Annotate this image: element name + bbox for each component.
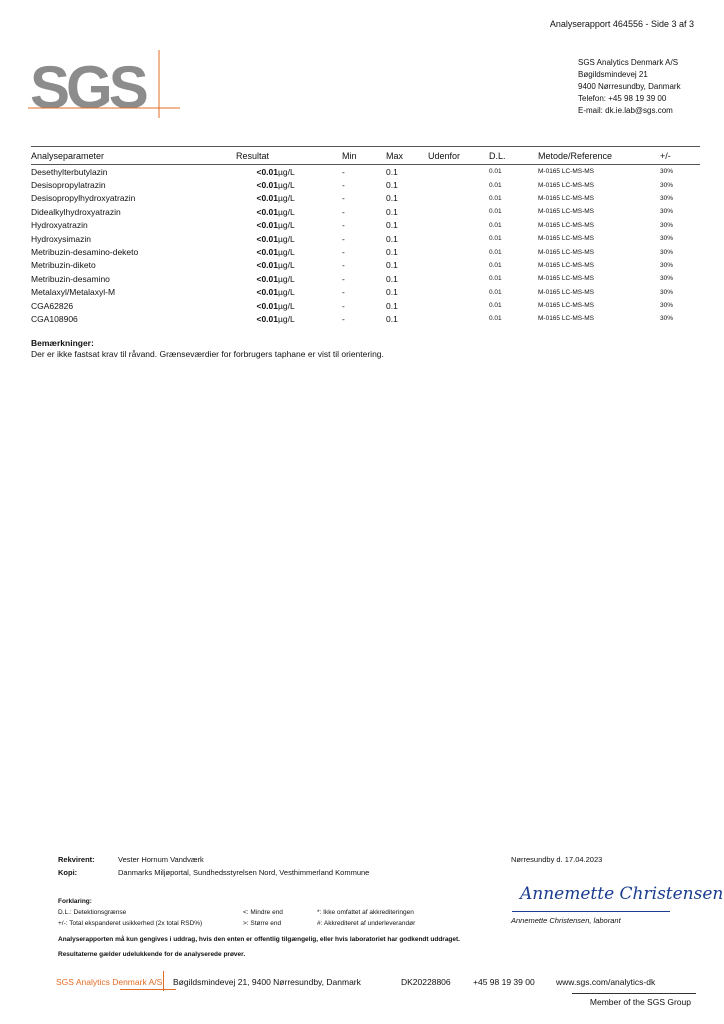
cell-min: - bbox=[342, 260, 345, 271]
table-row bbox=[31, 245, 700, 258]
cell-parameter: Hydroxyatrazin bbox=[31, 220, 88, 231]
col-header: Resultat bbox=[216, 147, 342, 165]
cell-max: 0.1 bbox=[386, 206, 398, 217]
copy-label: Kopi: bbox=[58, 868, 78, 877]
remarks bbox=[31, 338, 384, 360]
table-row bbox=[31, 219, 700, 232]
table-row bbox=[31, 165, 700, 179]
cell-dl: 0.01 bbox=[489, 235, 502, 243]
cell-result: <0.01 bbox=[256, 247, 278, 258]
cell-min: - bbox=[342, 233, 345, 244]
cell-unit: µg/L bbox=[278, 313, 295, 324]
cell-unit: µg/L bbox=[278, 193, 295, 204]
cell-outside bbox=[428, 312, 489, 325]
cell-outside bbox=[428, 192, 489, 205]
col-header: +/- bbox=[660, 147, 700, 165]
col-header: Analyseparameter bbox=[31, 147, 216, 165]
explain-less: <: Mindre end bbox=[243, 909, 283, 916]
cell-uncertainty: 30% bbox=[660, 221, 674, 229]
address-city: 9400 Nørresundby, Danmark bbox=[578, 82, 681, 91]
explain-star: *: Ikke omfattet af akkrediteringen bbox=[317, 909, 414, 916]
cell-uncertainty: 30% bbox=[660, 261, 674, 269]
signature: Annemette Christensen bbox=[520, 884, 724, 904]
address-street: Bøgildsmindevej 21 bbox=[578, 70, 648, 79]
bottom-divider-h bbox=[120, 989, 176, 990]
cell-max: 0.1 bbox=[386, 287, 398, 298]
bottom-bar bbox=[56, 977, 162, 987]
explain-greater: >: Større end bbox=[243, 920, 282, 927]
bottom-phone: +45 98 19 39 00 bbox=[473, 977, 535, 987]
cell-dl: 0.01 bbox=[489, 302, 502, 310]
cell-outside bbox=[428, 272, 489, 285]
bottom-divider-v bbox=[163, 971, 164, 991]
cell-max: 0.1 bbox=[386, 260, 398, 271]
cell-max: 0.1 bbox=[386, 300, 398, 311]
cell-uncertainty: 30% bbox=[660, 248, 674, 256]
cell-max: 0.1 bbox=[386, 180, 398, 191]
cell-uncertainty: 30% bbox=[660, 315, 674, 323]
table-row bbox=[31, 259, 700, 272]
cell-min: - bbox=[342, 206, 345, 217]
cell-min: - bbox=[342, 166, 345, 177]
bottom-cvr: DK20228806 bbox=[401, 977, 451, 987]
note-extract: Analyserapporten må kun gengives i uddrag, hvis den enten er offentlig tilgængelig, eller hvis laboratoriet har godkendt uddraget. bbox=[58, 936, 460, 943]
cell-result: <0.01 bbox=[256, 260, 278, 271]
signature-line bbox=[512, 911, 670, 912]
address-phone: Telefon: +45 98 19 39 00 bbox=[578, 94, 667, 103]
table-row bbox=[31, 178, 700, 191]
cell-dl: 0.01 bbox=[489, 181, 502, 189]
cell-unit: µg/L bbox=[278, 247, 295, 258]
cell-method: M-0165 LC-MS-MS bbox=[538, 194, 594, 202]
sgs-logo bbox=[28, 50, 180, 118]
cell-dl: 0.01 bbox=[489, 168, 502, 176]
member-text: Member of the SGS Group bbox=[589, 997, 691, 1007]
cell-method: M-0165 LC-MS-MS bbox=[538, 288, 594, 296]
requester-row bbox=[58, 855, 204, 864]
bottom-web: www.sgs.com/analytics-dk bbox=[556, 977, 656, 987]
cell-uncertainty: 30% bbox=[660, 302, 674, 310]
bottom-company: SGS Analytics Denmark A/S bbox=[56, 977, 163, 987]
explain-title: Forklaring: bbox=[58, 898, 92, 905]
report-reference: Analyserapport 464556 - Side 3 af 3 bbox=[549, 19, 694, 29]
address-company: SGS Analytics Denmark A/S bbox=[578, 58, 679, 67]
cell-unit: µg/L bbox=[278, 300, 295, 311]
cell-parameter: Metribuzin-desamino-deketo bbox=[31, 247, 139, 258]
cell-method: M-0165 LC-MS-MS bbox=[538, 248, 594, 256]
cell-min: - bbox=[342, 313, 345, 324]
note-results: Resultaterne gælder udelukkende for de analyserede prøver. bbox=[58, 951, 246, 958]
cell-dl: 0.01 bbox=[489, 275, 502, 283]
table-row bbox=[31, 286, 700, 299]
table-row bbox=[31, 232, 700, 245]
cell-unit: µg/L bbox=[278, 220, 295, 231]
explain-dl: D.L.: Detektionsgrænse bbox=[58, 909, 127, 916]
cell-outside bbox=[428, 219, 489, 232]
cell-result: <0.01 bbox=[256, 273, 278, 284]
cell-min: - bbox=[342, 193, 345, 204]
table-row bbox=[31, 205, 700, 218]
cell-method: M-0165 LC-MS-MS bbox=[538, 208, 594, 216]
cell-max: 0.1 bbox=[386, 273, 398, 284]
copy-row bbox=[58, 868, 369, 877]
cell-outside bbox=[428, 165, 489, 179]
cell-max: 0.1 bbox=[386, 247, 398, 258]
member-line bbox=[572, 993, 696, 994]
table-row bbox=[31, 299, 700, 312]
cell-min: - bbox=[342, 220, 345, 231]
cell-unit: µg/L bbox=[278, 206, 295, 217]
cell-outside bbox=[428, 205, 489, 218]
cell-result: <0.01 bbox=[256, 313, 278, 324]
cell-uncertainty: 30% bbox=[660, 194, 674, 202]
col-header: Min bbox=[342, 147, 386, 165]
cell-uncertainty: 30% bbox=[660, 275, 674, 283]
cell-outside bbox=[428, 245, 489, 258]
cell-outside bbox=[428, 259, 489, 272]
cell-unit: µg/L bbox=[278, 260, 295, 271]
cell-dl: 0.01 bbox=[489, 208, 502, 216]
cell-unit: µg/L bbox=[278, 273, 295, 284]
cell-method: M-0165 LC-MS-MS bbox=[538, 315, 594, 323]
cell-parameter: Hydroxysimazin bbox=[31, 233, 91, 244]
cell-parameter: Metribuzin-desamino bbox=[31, 273, 110, 284]
cell-min: - bbox=[342, 273, 345, 284]
cell-result: <0.01 bbox=[256, 180, 278, 191]
cell-uncertainty: 30% bbox=[660, 181, 674, 189]
cell-method: M-0165 LC-MS-MS bbox=[538, 235, 594, 243]
cell-parameter: Desisopropylatrazin bbox=[31, 180, 106, 191]
cell-parameter: CGA62826 bbox=[31, 300, 74, 311]
cell-method: M-0165 LC-MS-MS bbox=[538, 261, 594, 269]
cell-max: 0.1 bbox=[386, 233, 398, 244]
cell-parameter: CGA108906 bbox=[31, 313, 78, 324]
cell-result: <0.01 bbox=[256, 206, 278, 217]
cell-max: 0.1 bbox=[386, 313, 398, 324]
explain-hash: #: Akkrediteret af underleverandør bbox=[317, 920, 416, 927]
cell-uncertainty: 30% bbox=[660, 235, 674, 243]
cell-max: 0.1 bbox=[386, 220, 398, 231]
cell-max: 0.1 bbox=[386, 193, 398, 204]
cell-method: M-0165 LC-MS-MS bbox=[538, 302, 594, 310]
cell-parameter: Metalaxyl/Metalaxyl-M bbox=[31, 287, 116, 298]
cell-outside bbox=[428, 178, 489, 191]
cell-unit: µg/L bbox=[278, 180, 295, 191]
address-email: E-mail: dk.ie.lab@sgs.com bbox=[578, 106, 673, 115]
cell-outside bbox=[428, 286, 489, 299]
explain-pm: +/-: Total ekspanderet usikkerhed (2x total RSD%) bbox=[58, 920, 203, 927]
cell-parameter: Desisopropylhydroxyatrazin bbox=[31, 193, 136, 204]
cell-method: M-0165 LC-MS-MS bbox=[538, 181, 594, 189]
cell-dl: 0.01 bbox=[489, 221, 502, 229]
col-header: Metode/Reference bbox=[538, 147, 660, 165]
cell-method: M-0165 LC-MS-MS bbox=[538, 168, 594, 176]
cell-result: <0.01 bbox=[256, 220, 278, 231]
requester-label: Rekvirent: bbox=[58, 855, 95, 864]
requester-value: Vester Hornum Vandværk bbox=[118, 855, 204, 864]
cell-result: <0.01 bbox=[256, 287, 278, 298]
cell-uncertainty: 30% bbox=[660, 288, 674, 296]
cell-dl: 0.01 bbox=[489, 315, 502, 323]
cell-outside bbox=[428, 232, 489, 245]
cell-dl: 0.01 bbox=[489, 261, 502, 269]
results-table bbox=[31, 146, 700, 326]
cell-result: <0.01 bbox=[256, 166, 278, 177]
col-header: Max bbox=[386, 147, 428, 165]
table-header-row bbox=[31, 147, 700, 165]
cell-unit: µg/L bbox=[278, 166, 295, 177]
cell-parameter: Metribuzin-diketo bbox=[31, 260, 96, 271]
cell-unit: µg/L bbox=[278, 287, 295, 298]
company-address bbox=[578, 57, 681, 117]
col-header: Udenfor bbox=[428, 147, 489, 165]
cell-unit: µg/L bbox=[278, 233, 295, 244]
remarks-text: Der er ikke fastsat krav til råvand. Grænseværdier for forbrugers taphane er vist til orientering. bbox=[31, 349, 384, 359]
cell-min: - bbox=[342, 180, 345, 191]
place-date: Nørresundby d. 17.04.2023 bbox=[511, 855, 603, 864]
cell-result: <0.01 bbox=[256, 193, 278, 204]
cell-max: 0.1 bbox=[386, 166, 398, 177]
cell-uncertainty: 30% bbox=[660, 168, 674, 176]
col-header: D.L. bbox=[489, 147, 538, 165]
remarks-title: Bemærkninger: bbox=[31, 338, 94, 348]
cell-min: - bbox=[342, 247, 345, 258]
table-row bbox=[31, 192, 700, 205]
cell-dl: 0.01 bbox=[489, 248, 502, 256]
cell-method: M-0165 LC-MS-MS bbox=[538, 275, 594, 283]
cell-outside bbox=[428, 299, 489, 312]
cell-result: <0.01 bbox=[256, 233, 278, 244]
table-row bbox=[31, 312, 700, 325]
cell-min: - bbox=[342, 287, 345, 298]
cell-dl: 0.01 bbox=[489, 194, 502, 202]
svg-text:SGS: SGS bbox=[30, 54, 145, 118]
copy-value: Danmarks Miljøportal, Sundhedsstyrelsen Nord, Vesthimmerland Kommune bbox=[118, 868, 370, 877]
cell-method: M-0165 LC-MS-MS bbox=[538, 221, 594, 229]
cell-parameter: Desethylterbutylazin bbox=[31, 166, 108, 177]
cell-result: <0.01 bbox=[256, 300, 278, 311]
cell-dl: 0.01 bbox=[489, 288, 502, 296]
cell-uncertainty: 30% bbox=[660, 208, 674, 216]
table-row bbox=[31, 272, 700, 285]
cell-min: - bbox=[342, 300, 345, 311]
signer: Annemette Christensen, laborant bbox=[511, 916, 621, 925]
cell-parameter: Didealkylhydroxyatrazin bbox=[31, 206, 121, 217]
bottom-address: Bøgildsmindevej 21, 9400 Nørresundby, Danmark bbox=[173, 977, 361, 987]
